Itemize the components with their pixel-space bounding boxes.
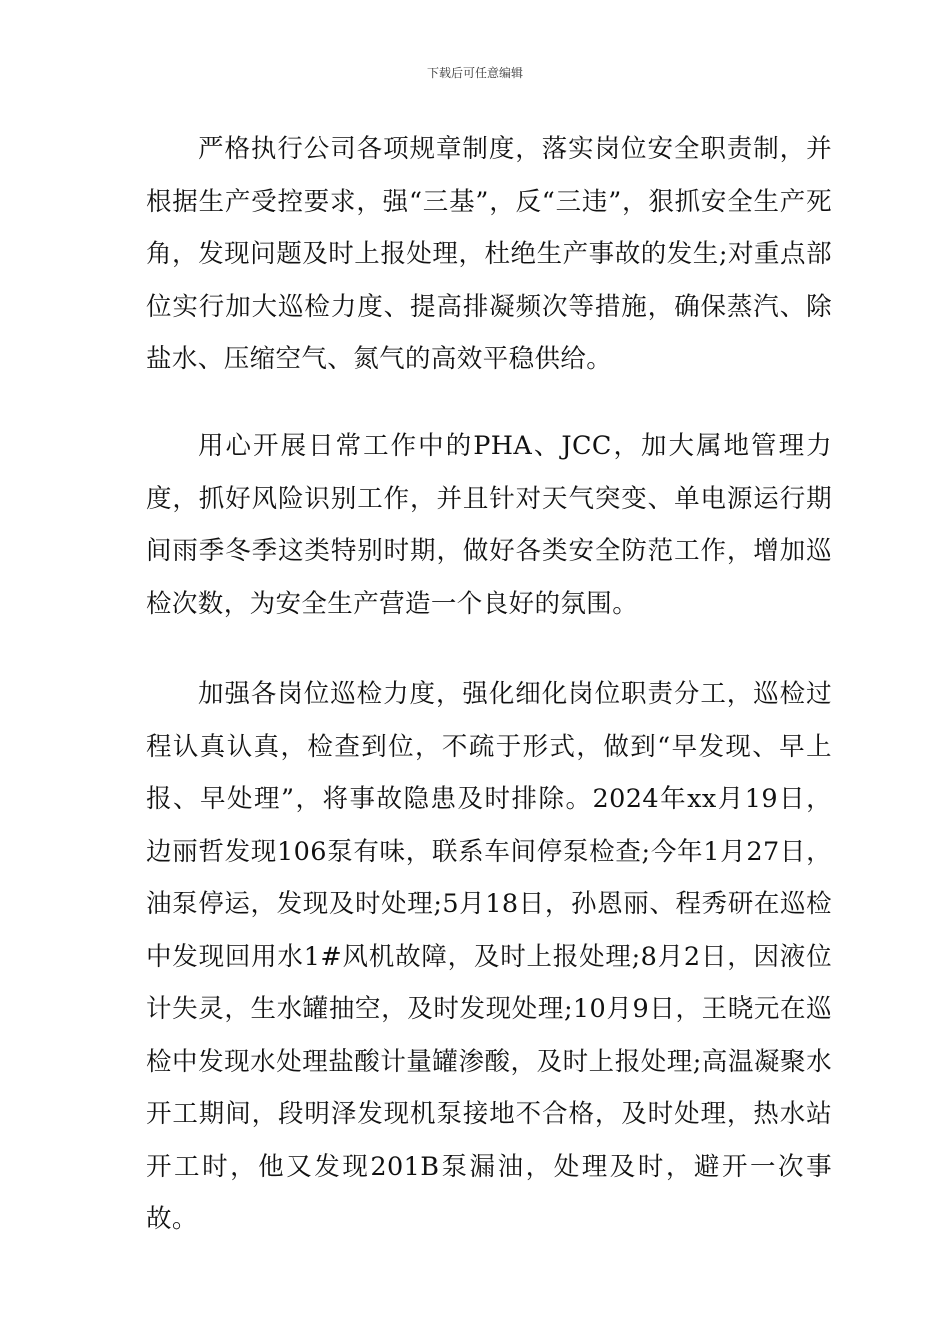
paragraph-safety-rules: 严格执行公司各项规章制度，落实岗位安全职责制，并根据生产受控要求，强“三基”，反“三违”，狠抓安全生产死角，发现问题及时上报处理，杜绝生产事故的发生;对重点部位实行加大巡检力度、提高排凝频次等措施，确保蒸汽、除盐水、压缩空气、氮气的高效平稳供给。 <box>146 134 832 374</box>
page-header-note: 下载后可任意编辑 <box>426 66 523 80</box>
paragraph-daily-work: 用心开展日常工作中的PHA、JCC，加大属地管理力度，抓好风险识别工作，并且针对天气突变、单电源运行期间雨季冬季这类特别时期，做好各类安全防范工作，增加巡检次数，为安全生产营造一个良好的氛围。 <box>146 431 832 619</box>
paragraph-inspection: 加强各岗位巡检力度，强化细化岗位职责分工，巡检过程认真认真，检查到位，不疏于形式，做到“早发现、早上报、早处理”，将事故隐患及时排除。2024年xx月19日，边丽哲发现106泵有味，联系车间停泵检查;今年1月27日，油泵停运，发现及时处理;5月18日，孙恩丽、程秀研在巡检中发现回用水1#风机故障，及时上报处理;8月2日，因液位计失灵，生水罐抽空，及时发现处理;10月9日，王晓元在巡检中发现水处理盐酸计量罐渗酸，及时上报处理;高温凝聚水开工期间，段明泽发现机泵接地不合格，及时处理，热水站开工时，他又发现201B泵漏油，处理及时，避开一次事故。 <box>146 679 832 1234</box>
